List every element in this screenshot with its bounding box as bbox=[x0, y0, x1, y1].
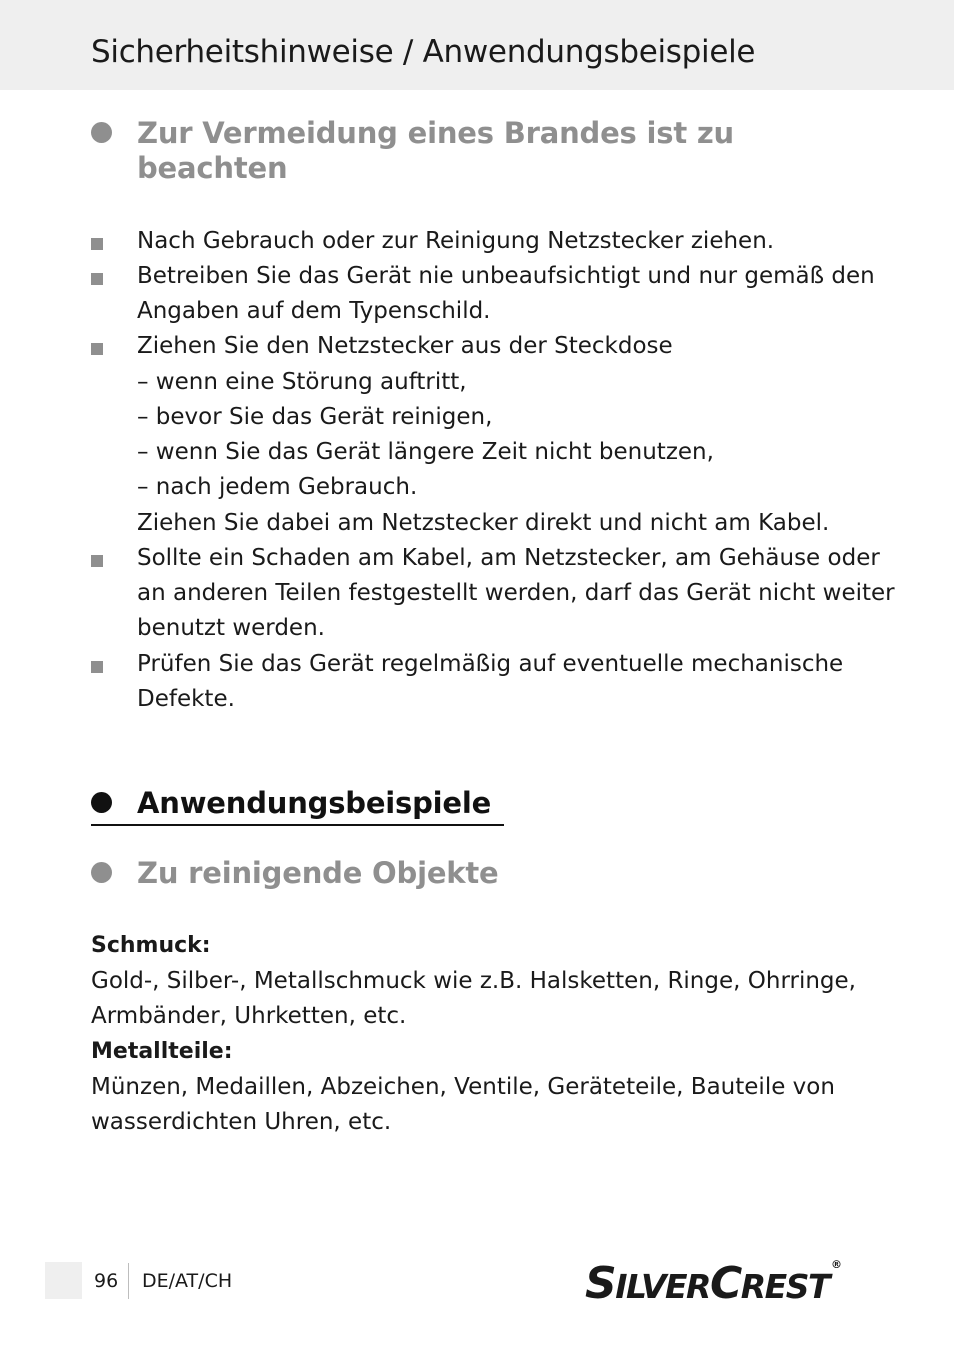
bullet-dot-icon bbox=[91, 122, 112, 143]
section-heading-fire-line2: beachten bbox=[137, 151, 288, 185]
text-line: Prüfen Sie das Gerät regelmäßig auf eventuelle mechanische bbox=[137, 651, 844, 677]
metal-text-line: wasserdichten Uhren, etc. bbox=[91, 1109, 392, 1135]
text-line: Ziehen Sie dabei am Netzstecker direkt und nicht am Kabel. bbox=[137, 510, 830, 536]
bullet-dot-icon bbox=[91, 862, 112, 883]
text-line: Ziehen Sie den Netzstecker aus der Steckdose bbox=[137, 333, 673, 359]
square-bullet-icon bbox=[91, 273, 103, 285]
jewelry-text-line: Gold-, Silber-, Metallschmuck wie z.B. Halsketten, Ringe, Ohrringe, bbox=[91, 968, 856, 994]
heading-underline bbox=[91, 824, 504, 826]
metal-text-line: Münzen, Medaillen, Abzeichen, Ventile, Geräteteile, Bauteile von bbox=[91, 1074, 835, 1100]
section-heading-objects-text: Zu reinigende Objekte bbox=[137, 856, 499, 890]
locale-label: DE/AT/CH bbox=[142, 1270, 233, 1292]
text-line: – wenn eine Störung auftritt, bbox=[137, 369, 467, 395]
jewelry-text-line: Armbänder, Uhrketten, etc. bbox=[91, 1003, 407, 1029]
text-line: – wenn Sie das Gerät längere Zeit nicht benutzen, bbox=[137, 439, 714, 465]
square-bullet-icon bbox=[91, 555, 103, 567]
text-line: benutzt werden. bbox=[137, 615, 325, 641]
section-heading-fire-line1: Zur Vermeidung eines Brandes ist zu bbox=[137, 116, 735, 150]
square-bullet-icon bbox=[91, 238, 103, 250]
section-heading-examples-text: Anwendungsbeispiele bbox=[137, 786, 492, 820]
jewelry-label: Schmuck: bbox=[91, 933, 211, 958]
text-line: an anderen Teilen festgestellt werden, darf das Gerät nicht weiter bbox=[137, 580, 895, 606]
text-line: Angaben auf dem Typenschild. bbox=[137, 298, 491, 324]
text-line: – nach jedem Gebrauch. bbox=[137, 474, 418, 500]
square-bullet-icon bbox=[91, 343, 103, 355]
text-line: Sollte ein Schaden am Kabel, am Netzstecker, am Gehäuse oder bbox=[137, 545, 880, 571]
square-bullet-icon bbox=[91, 661, 103, 673]
text-line: Betreiben Sie das Gerät nie unbeaufsichtigt und nur gemäß den bbox=[137, 263, 875, 289]
footer-marker bbox=[45, 1262, 82, 1299]
text-line: – bevor Sie das Gerät reinigen, bbox=[137, 404, 493, 430]
text-line: Nach Gebrauch oder zur Reinigung Netzstecker ziehen. bbox=[137, 228, 775, 254]
page-number: 96 bbox=[94, 1270, 119, 1292]
page-title: Sicherheitshinweise / Anwendungsbeispiele bbox=[91, 34, 756, 70]
metal-label: Metallteile: bbox=[91, 1039, 233, 1064]
brand-logo: SILVERCREST® bbox=[585, 1258, 842, 1309]
bullet-dot-icon bbox=[91, 792, 112, 813]
text-line: Defekte. bbox=[137, 686, 235, 712]
footer-divider bbox=[128, 1263, 129, 1299]
